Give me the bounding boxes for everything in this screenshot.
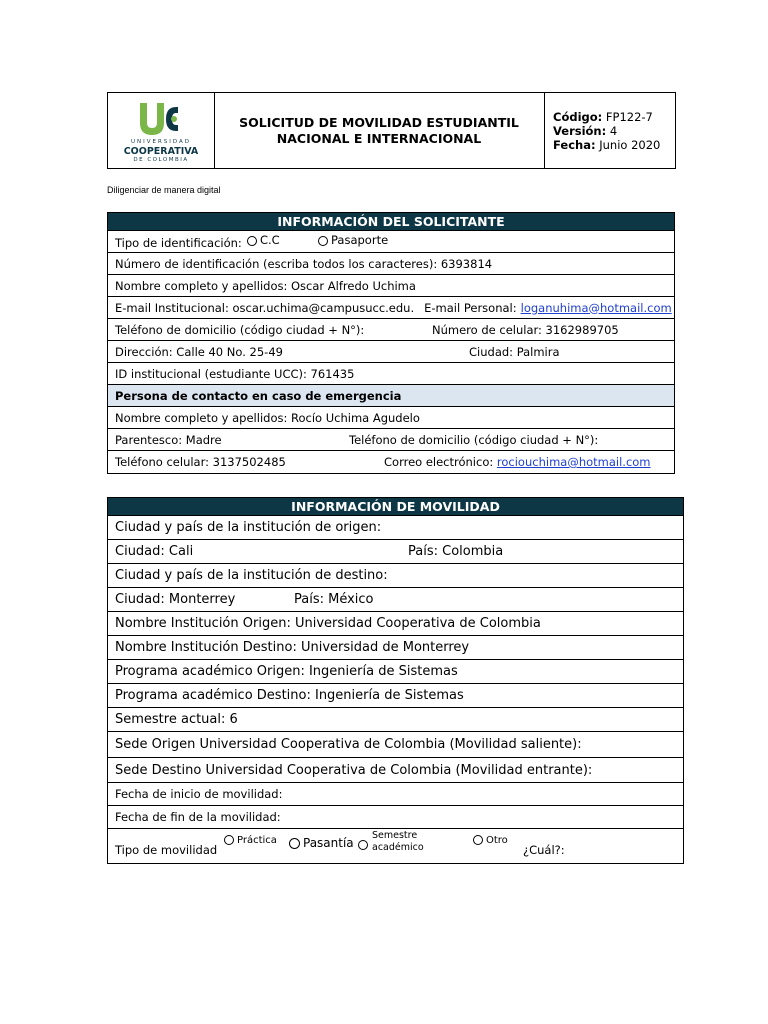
radio-passport-icon[interactable]: [318, 236, 328, 246]
mobile-phone: Número de celular: 3162989705: [432, 322, 619, 337]
mobility-type-label: Tipo de movilidad: [115, 843, 218, 857]
institutional-email: E-mail Institucional: oscar.uchima@campusucc.edu.: [115, 300, 415, 315]
relationship: Parentesco: Madre: [115, 432, 222, 447]
personal-email-link[interactable]: loganuhima@hotmail.com: [520, 300, 672, 315]
address-row[interactable]: [108, 341, 674, 363]
applicant-section-heading: INFORMACIÓN DEL SOLICITANTE: [108, 213, 674, 231]
id-type-label: Tipo de identificación:: [115, 236, 242, 250]
contact-mobile: Teléfono celular: 3137502485: [115, 455, 286, 469]
contact-email-link[interactable]: rociouchima@hotmail.com: [496, 455, 651, 469]
destination-campus-row[interactable]: Sede Destino Universidad Cooperativa de Colombia (Movilidad entrante):: [108, 758, 683, 783]
origin-institution-row[interactable]: Nombre Institución Origen: Universidad Cooperativa de Colombia: [108, 612, 683, 636]
destination-program-row[interactable]: Programa académico Destino: Ingeniería de Sistemas: [108, 684, 683, 708]
id-type-row: [108, 231, 674, 253]
practica-option[interactable]: Práctica: [224, 835, 277, 846]
form-header: [107, 92, 676, 169]
end-date-row[interactable]: Fecha de fin de la movilidad:: [108, 806, 683, 829]
origin-program-row[interactable]: Programa académico Origen: Ingeniería de Sistemas: [108, 660, 683, 684]
contact-mobile-row[interactable]: [108, 451, 674, 473]
destination-country: País: México: [294, 592, 374, 607]
logo-line-3: DE COLOMBIA: [133, 157, 189, 163]
id-type-passport-option[interactable]: Pasaporte: [318, 233, 388, 247]
id-type-cc-option[interactable]: C.C: [247, 233, 280, 247]
codigo-line: Código: FP122-7: [553, 109, 653, 124]
start-date-row[interactable]: Fecha de inicio de movilidad:: [108, 783, 683, 806]
city: Ciudad: Palmira: [469, 344, 560, 359]
logo-line-1: UNIVERSIDAD: [130, 139, 192, 145]
radio-cc-icon[interactable]: [247, 236, 257, 246]
document-code-cell: [545, 93, 676, 168]
semestre-option-label: Semestre académico: [372, 830, 424, 853]
origin-country: País: Colombia: [408, 544, 504, 559]
contact-name-row[interactable]: Nombre completo y apellidos: Rocío Uchima Agudelo: [108, 407, 674, 429]
mobility-section-heading: INFORMACIÓN DE MOVILIDAD: [108, 498, 683, 516]
fill-instructions: Diligenciar de manera digital: [107, 185, 221, 195]
emergency-contact-heading: Persona de contacto en caso de emergencia: [108, 385, 674, 407]
address: Dirección: Calle 40 No. 25-49: [115, 344, 283, 359]
applicant-info-table: [107, 212, 675, 474]
radio-otro-icon[interactable]: [473, 835, 483, 845]
radio-pasantia-icon[interactable]: [289, 838, 300, 849]
institutional-id-row[interactable]: ID institucional (estudiante UCC): 761435: [108, 363, 674, 385]
email-row[interactable]: [108, 297, 674, 319]
logo-line-2: COOPERATIVA: [123, 146, 199, 157]
logo-cell: [108, 93, 215, 168]
personal-email-label: E-mail Personal:: [424, 300, 517, 315]
phone-row[interactable]: [108, 319, 674, 341]
radio-practica-icon[interactable]: [224, 835, 234, 845]
id-number-row[interactable]: Número de identificación (escriba todos los caracteres): 6393814: [108, 253, 674, 275]
fecha-line: Fecha: Junio 2020: [553, 137, 661, 152]
pasantia-option[interactable]: Pasantía: [289, 836, 354, 850]
other-specify-label: ¿Cuál?:: [523, 843, 565, 857]
relationship-row[interactable]: [108, 429, 674, 451]
origin-city: Ciudad: Cali: [115, 544, 194, 559]
title-line-2: NACIONAL E INTERNACIONAL: [276, 130, 482, 146]
full-name-row[interactable]: Nombre completo y apellidos: Oscar Alfredo Uchima: [108, 275, 674, 297]
destination-city: Ciudad: Monterrey: [115, 592, 236, 607]
mobility-type-row: [108, 829, 683, 863]
destination-label-row: Ciudad y país de la institución de destino:: [108, 564, 683, 588]
destination-institution-row[interactable]: Nombre Institución Destino: Universidad de Monterrey: [108, 636, 683, 660]
origin-label-row: Ciudad y país de la institución de origen:: [108, 516, 683, 540]
semester-row[interactable]: Semestre actual: 6: [108, 708, 683, 732]
contact-home-phone: Teléfono de domicilio (código ciudad + N°):: [349, 432, 599, 447]
title-line-1: SOLICITUD DE MOVILIDAD ESTUDIANTIL: [239, 114, 519, 130]
mobility-info-table: [107, 497, 684, 864]
contact-email: Correo electrónico: rociouchima@hotmail.com: [384, 455, 651, 469]
home-phone-label: Teléfono de domicilio (código ciudad + N°):: [115, 322, 365, 337]
destination-city-row[interactable]: [108, 588, 683, 612]
version-line: Versión: 4: [553, 123, 618, 138]
semestre-option[interactable]: [358, 837, 371, 851]
radio-semestre-icon[interactable]: [358, 840, 368, 850]
origin-city-row[interactable]: [108, 540, 683, 564]
origin-campus-row[interactable]: Sede Origen Universidad Cooperativa de Colombia (Movilidad saliente):: [108, 732, 683, 758]
form-title: [214, 93, 545, 168]
otro-option[interactable]: Otro: [473, 835, 508, 846]
